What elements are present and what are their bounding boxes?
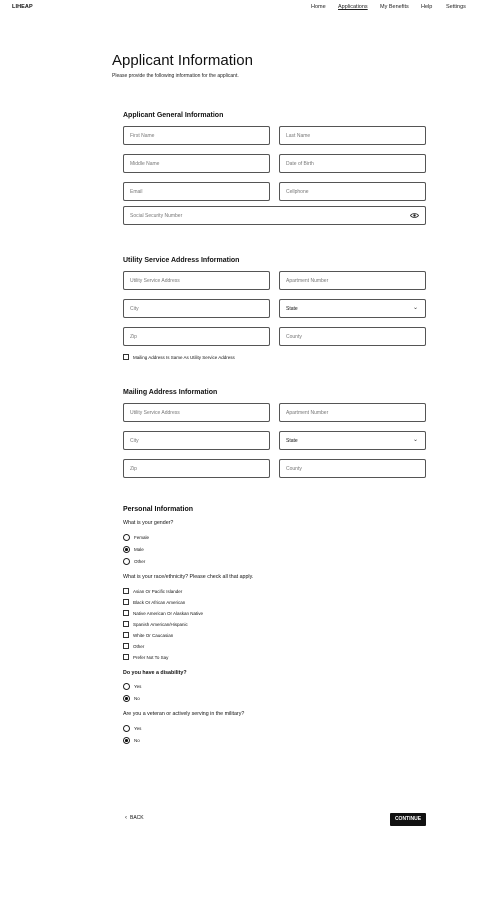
gender-question: What is your gender? (123, 520, 174, 526)
nav-help[interactable]: Help (421, 4, 433, 10)
date-of-birth-placeholder: Date of Birth (286, 160, 314, 167)
mailing-city-field[interactable] (123, 431, 270, 450)
utility-city-placeholder: City (130, 305, 139, 312)
disability-label-yes: Yes (134, 684, 142, 689)
top-navigation (0, 0, 482, 14)
first-name-field[interactable] (123, 126, 270, 145)
gender-label-female: Female (134, 535, 150, 540)
chevron-left-icon: ‹ (125, 815, 127, 821)
disability-radio-no[interactable] (123, 695, 130, 702)
utility-state-value: State (286, 305, 298, 312)
same-address-checkbox[interactable] (123, 354, 129, 360)
nav-home[interactable]: Home (311, 4, 326, 10)
email-field[interactable] (123, 182, 270, 201)
race-checkbox[interactable] (123, 599, 129, 605)
gender-radio-female[interactable] (123, 534, 130, 541)
middle-name-field[interactable] (123, 154, 270, 173)
utility-section-title: Utility Service Address Information (123, 257, 240, 264)
race-checkbox[interactable] (123, 621, 129, 627)
disability-label-no: No (134, 696, 140, 701)
utility-city-field[interactable] (123, 299, 270, 318)
gender-radio-other[interactable] (123, 558, 130, 565)
mailing-zip-placeholder: Zip (130, 465, 137, 472)
utility-address-field[interactable] (123, 271, 270, 290)
cellphone-field[interactable] (279, 182, 426, 201)
page-title: Applicant Information (112, 52, 253, 69)
mailing-address-placeholder: Utility Service Address (130, 409, 180, 416)
page-subtitle: Please provide the following information for the applicant. (112, 73, 239, 79)
utility-address-placeholder: Utility Service Address (130, 277, 180, 284)
race-checkbox[interactable] (123, 654, 129, 660)
middle-name-placeholder: Middle Name (130, 160, 160, 167)
mailing-zip-field[interactable] (123, 459, 270, 478)
race-question: What is your race/ethnicity? Please check all that apply. (123, 574, 254, 580)
mailing-apartment-placeholder: Apartment Number (286, 409, 329, 416)
chevron-down-icon: ⌄ (412, 437, 418, 443)
race-label: Prefer Not To Say (133, 654, 169, 660)
show-password-eye-icon[interactable] (410, 212, 419, 219)
veteran-question: Are you a veteran or actively serving in the military? (123, 711, 245, 717)
mailing-city-placeholder: City (130, 437, 139, 444)
race-label: Black Or African American (133, 599, 186, 605)
nav-applications[interactable]: Applications (338, 4, 368, 10)
nav-my-benefits[interactable]: My Benefits (380, 4, 409, 10)
utility-county-field[interactable] (279, 327, 426, 346)
race-label: White Or Caucasian (133, 632, 174, 638)
nav-settings[interactable]: Settings (446, 4, 466, 10)
date-of-birth-field[interactable] (279, 154, 426, 173)
race-checkbox[interactable] (123, 588, 129, 594)
mailing-apartment-field[interactable] (279, 403, 426, 422)
email-placeholder: Email (130, 188, 143, 195)
race-label: Spanish American/Hispanic (133, 621, 188, 627)
mailing-state-select[interactable] (279, 431, 426, 450)
utility-zip-placeholder: Zip (130, 333, 137, 340)
race-checkbox[interactable] (123, 643, 129, 649)
utility-apartment-field[interactable] (279, 271, 426, 290)
ssn-field[interactable] (123, 206, 426, 225)
personal-section-title: Personal Information (123, 506, 194, 513)
veteran-radio-yes[interactable] (123, 725, 130, 732)
same-address-label: Mailing Address Is Same As Utility Service Address (133, 354, 235, 360)
veteran-radio-no[interactable] (123, 737, 130, 744)
utility-state-select[interactable] (279, 299, 426, 318)
mailing-state-value: State (286, 437, 298, 444)
mailing-section-title: Mailing Address Information (123, 389, 218, 396)
last-name-placeholder: Last Name (286, 132, 311, 139)
race-label: Other (133, 643, 145, 649)
veteran-label-no: No (134, 738, 140, 743)
mailing-county-field[interactable] (279, 459, 426, 478)
chevron-down-icon: ⌄ (412, 305, 418, 311)
continue-button[interactable]: CONTINUE (390, 813, 426, 826)
veteran-label-yes: Yes (134, 726, 142, 731)
disability-radio-yes[interactable] (123, 683, 130, 690)
utility-county-placeholder: County (286, 333, 302, 340)
mailing-county-placeholder: County (286, 465, 302, 472)
race-label: Native American Or Alaskan Native (133, 610, 204, 616)
app-logo[interactable]: LIHEAP (12, 4, 33, 10)
first-name-placeholder: First Name (130, 132, 155, 139)
last-name-field[interactable] (279, 126, 426, 145)
race-checkbox[interactable] (123, 610, 129, 616)
gender-radio-male[interactable] (123, 546, 130, 553)
mailing-address-field[interactable] (123, 403, 270, 422)
gender-label-male: Male (134, 547, 144, 552)
gender-label-other: Other (134, 559, 146, 564)
back-link[interactable] (125, 815, 144, 821)
general-section-title: Applicant General Information (123, 112, 224, 119)
cellphone-placeholder: Cellphone (286, 188, 309, 195)
race-checkbox[interactable] (123, 632, 129, 638)
race-label: Asian Or Pacific Islander (133, 588, 183, 594)
disability-question: Do you have a disability? (123, 670, 187, 676)
utility-apartment-placeholder: Apartment Number (286, 277, 329, 284)
utility-zip-field[interactable] (123, 327, 270, 346)
back-label: BACK (130, 815, 144, 821)
ssn-placeholder: Social Security Number (130, 212, 183, 219)
